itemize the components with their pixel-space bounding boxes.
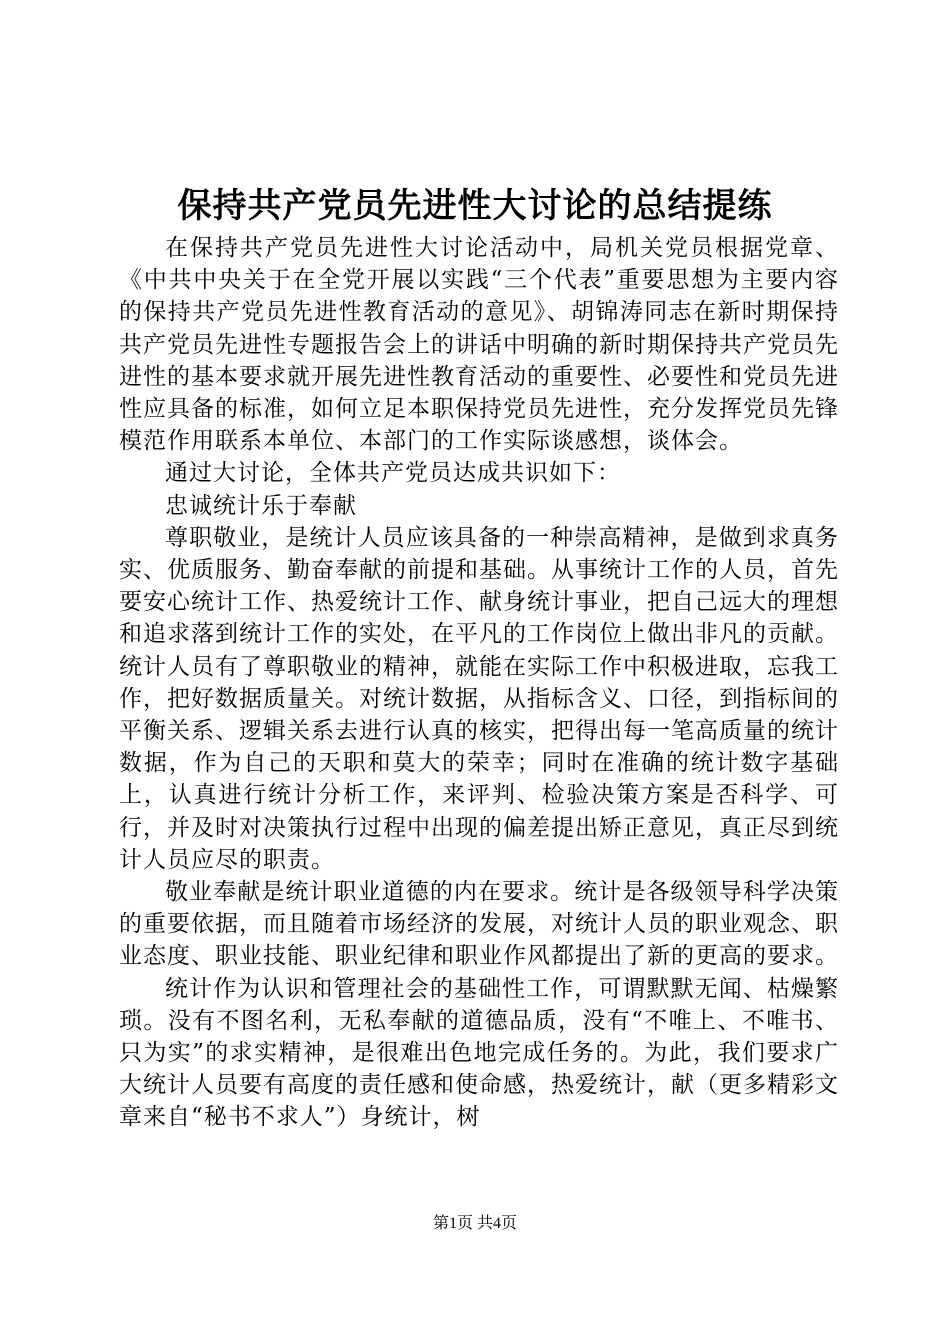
paragraph-statistics-work: 统计作为认识和管理社会的基础性工作，可谓默默无闻、枯燥繁琐。没有不图名利，无私奉献的道德品质，没有“不唯上、不唯书、只为实”的求实精神，是很难出色地完成任务的。为此，我们要求广大统计人员要有高度的责任感和使命感，热爱统计，献（更多精彩文章来自“秘书不求人”）身统计，树 [119, 975, 839, 1131]
section-heading: 忠诚统计乐于奉献 [165, 492, 357, 519]
document-title: 保持共产党员先进性大讨论的总结提练 [177, 186, 773, 226]
document-body [119, 232, 839, 1134]
paragraph-dedication: 尊职敬业，是统计人员应该具备的一种崇高精神，是做到求真务实、优质服务、勤奋奉献的前提和基础。从事统计工作的人员，首先要安心统计工作、热爱统计工作、献身统计事业，把自己远大的理想和追求落到统计工作的实处，在平凡的工作岗位上做出非凡的贡献。统计人员有了尊职敬业的精神，就能在实际工作中积极进取，忘我工作，把好数据质量关。对统计数据，从指标含义、口径，到指标间的平衡关系、逻辑关系去进行认真的核实，把得出每一笔高质量的统计数据，作为自己的天职和莫大的荣幸；同时在准确的统计数字基础上，认真进行统计分析工作，来评判、检验决策方案是否科学、可行，并及时对决策执行过程中出现的偏差提出矫正意见，真正尽到统计人员应尽的职责。 [119, 524, 839, 873]
page-footer: 第1页 共4页 [432, 1215, 517, 1232]
paragraph-consensus: 通过大讨论，全体共产党员达成共识如下： [165, 460, 621, 487]
paragraph-intro: 在保持共产党员先进性大讨论活动中，局机关党员根据党章、《中共中央关于在全党开展以实践“三个代表”重要思想为主要内容的保持共产党员先进性教育活动的意见》、胡锦涛同志在新时期保持共产党员先进性专题报告会上的讲话中明确的新时期保持共产党员先进性的基本要求就开展先进性教育活动的重要性、必要性和党员先进性应具备的标准，如何立足本职保持党员先进性，充分发挥党员先锋模范作用联系本单位、本部门的工作实际谈感想，谈体会。 [119, 235, 839, 455]
paragraph-ethics: 敬业奉献是统计职业道德的内在要求。统计是各级领导科学决策的重要依据，而且随着市场经济的发展，对统计人员的职业观念、职业态度、职业技能、职业纪律和职业作风都提出了新的更高的要求。 [119, 879, 839, 970]
